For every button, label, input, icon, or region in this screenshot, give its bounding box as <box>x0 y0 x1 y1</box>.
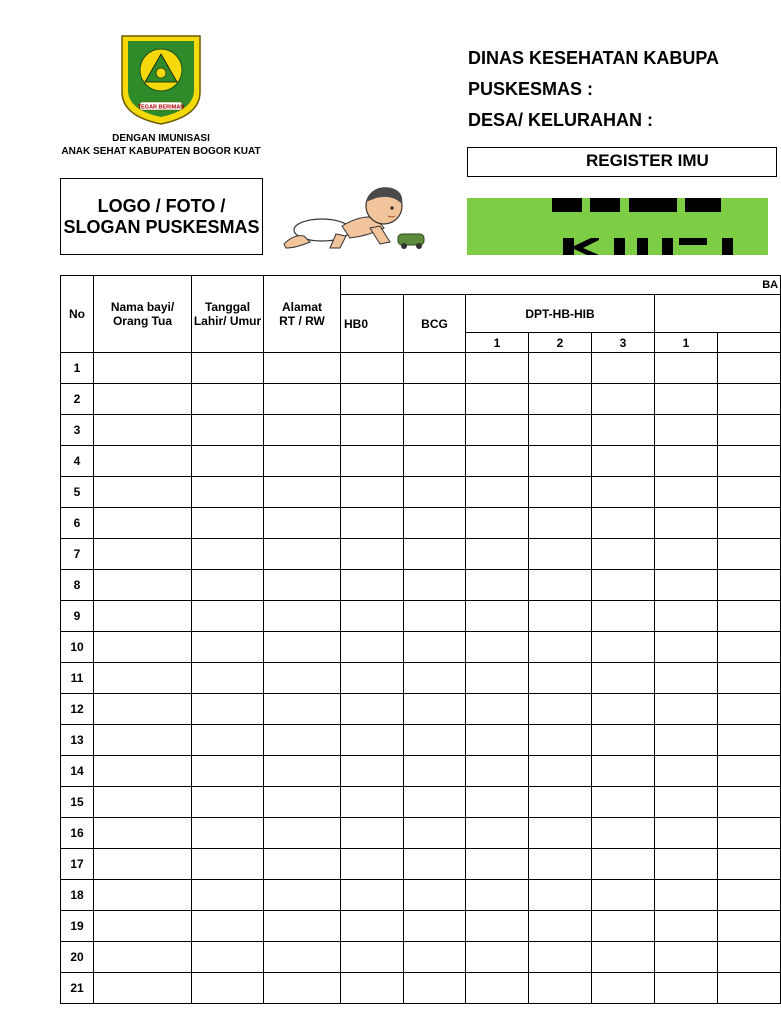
register-cell[interactable] <box>655 477 718 508</box>
register-cell[interactable] <box>466 756 529 787</box>
column-header-tanggal: Tanggal Lahir/ Umur <box>192 276 264 353</box>
register-cell[interactable] <box>718 880 781 911</box>
table-row <box>61 756 781 787</box>
register-cell[interactable] <box>94 384 192 415</box>
logo-placeholder-line-1: LOGO / FOTO / <box>97 195 226 216</box>
register-cell[interactable] <box>404 818 466 849</box>
row-number: 5 <box>61 477 94 508</box>
register-cell[interactable] <box>94 477 192 508</box>
register-cell[interactable] <box>94 973 192 1004</box>
register-cell[interactable] <box>718 539 781 570</box>
register-cell[interactable] <box>192 694 264 725</box>
register-cell[interactable] <box>655 787 718 818</box>
register-cell[interactable] <box>94 601 192 632</box>
immunization-register-table-wrap <box>60 275 779 1005</box>
register-cell[interactable] <box>466 880 529 911</box>
register-cell[interactable] <box>655 880 718 911</box>
register-cell[interactable] <box>529 508 592 539</box>
table-row <box>61 353 781 384</box>
table-row <box>61 849 781 880</box>
register-cell[interactable] <box>192 601 264 632</box>
column-header-dpt: DPT-HB-HIB <box>466 295 655 333</box>
register-cell[interactable] <box>404 632 466 663</box>
register-cell[interactable] <box>592 477 655 508</box>
register-cell[interactable] <box>529 446 592 477</box>
register-cell[interactable] <box>466 911 529 942</box>
register-cell[interactable] <box>264 973 341 1004</box>
register-cell[interactable] <box>192 818 264 849</box>
register-cell[interactable] <box>718 570 781 601</box>
motto-line-2: ANAK SEHAT KABUPATEN BOGOR KUAT <box>61 146 261 157</box>
register-cell[interactable] <box>264 570 341 601</box>
row-number: 7 <box>61 539 94 570</box>
row-number: 20 <box>61 942 94 973</box>
column-header-dpt-1: 1 <box>466 333 529 353</box>
register-cell[interactable] <box>264 446 341 477</box>
register-cell[interactable] <box>94 570 192 601</box>
register-cell[interactable] <box>718 694 781 725</box>
immunization-register-table <box>60 275 781 1004</box>
register-cell[interactable] <box>718 911 781 942</box>
register-cell[interactable] <box>529 632 592 663</box>
register-cell[interactable] <box>592 694 655 725</box>
register-cell[interactable] <box>718 632 781 663</box>
register-cell[interactable] <box>592 849 655 880</box>
register-cell[interactable] <box>466 508 529 539</box>
register-cell[interactable] <box>341 632 404 663</box>
register-cell[interactable] <box>341 477 404 508</box>
register-title-box <box>467 147 777 177</box>
register-cell[interactable] <box>192 787 264 818</box>
register-cell[interactable] <box>94 508 192 539</box>
column-header-nama: Nama bayi/ Orang Tua <box>94 276 192 353</box>
register-cell[interactable] <box>718 973 781 1004</box>
row-number: 2 <box>61 384 94 415</box>
register-cell[interactable] <box>404 756 466 787</box>
register-cell[interactable] <box>529 570 592 601</box>
register-cell[interactable] <box>404 787 466 818</box>
register-cell[interactable] <box>655 973 718 1004</box>
register-cell[interactable] <box>529 539 592 570</box>
register-cell[interactable] <box>94 787 192 818</box>
register-cell[interactable] <box>655 539 718 570</box>
register-cell[interactable] <box>192 973 264 1004</box>
register-cell[interactable] <box>466 632 529 663</box>
row-number: 8 <box>61 570 94 601</box>
table-row <box>61 508 781 539</box>
register-cell[interactable] <box>264 818 341 849</box>
register-cell[interactable] <box>592 539 655 570</box>
register-cell[interactable] <box>466 849 529 880</box>
register-cell[interactable] <box>466 787 529 818</box>
register-cell[interactable] <box>529 787 592 818</box>
kabupaten-crest-logo <box>118 32 204 126</box>
table-row <box>61 539 781 570</box>
table-row <box>61 384 781 415</box>
register-cell[interactable] <box>529 818 592 849</box>
register-cell[interactable] <box>341 508 404 539</box>
register-cell[interactable] <box>341 911 404 942</box>
register-cell[interactable] <box>192 663 264 694</box>
register-cell[interactable] <box>341 539 404 570</box>
office-name: DINAS KESEHATAN KABUPA <box>468 48 720 68</box>
register-cell[interactable] <box>466 663 529 694</box>
register-cell[interactable] <box>655 446 718 477</box>
crest-banner-text: TEGAR BERIMAN <box>137 104 185 111</box>
column-header-next-group <box>655 295 781 333</box>
row-number: 16 <box>61 818 94 849</box>
register-cell[interactable] <box>192 756 264 787</box>
column-header-next-2 <box>718 333 781 353</box>
column-header-next-1: 1 <box>655 333 718 353</box>
register-cell[interactable] <box>341 601 404 632</box>
crawling-baby-illustration <box>280 184 435 252</box>
register-cell[interactable] <box>655 601 718 632</box>
register-cell[interactable] <box>192 570 264 601</box>
table-row <box>61 818 781 849</box>
register-cell[interactable] <box>466 725 529 756</box>
register-cell[interactable] <box>94 911 192 942</box>
register-cell[interactable] <box>192 415 264 446</box>
register-cell[interactable] <box>655 632 718 663</box>
register-cell[interactable] <box>192 508 264 539</box>
column-header-alamat: Alamat RT / RW <box>264 276 341 353</box>
row-number: 3 <box>61 415 94 446</box>
register-cell[interactable] <box>404 725 466 756</box>
register-cell[interactable] <box>718 787 781 818</box>
register-cell[interactable] <box>655 694 718 725</box>
table-row <box>61 942 781 973</box>
register-cell[interactable] <box>264 694 341 725</box>
register-cell[interactable] <box>655 818 718 849</box>
register-cell[interactable] <box>264 601 341 632</box>
register-cell[interactable] <box>404 849 466 880</box>
register-cell[interactable] <box>466 539 529 570</box>
register-cell[interactable] <box>718 446 781 477</box>
register-cell[interactable] <box>341 663 404 694</box>
register-cell[interactable] <box>718 415 781 446</box>
register-cell[interactable] <box>466 694 529 725</box>
register-cell[interactable] <box>341 818 404 849</box>
register-cell[interactable] <box>718 725 781 756</box>
register-rows <box>61 353 781 1004</box>
register-cell[interactable] <box>94 539 192 570</box>
register-cell[interactable] <box>529 973 592 1004</box>
register-cell[interactable] <box>529 725 592 756</box>
register-cell[interactable] <box>592 973 655 1004</box>
row-number: 14 <box>61 756 94 787</box>
register-cell[interactable] <box>264 787 341 818</box>
table-row <box>61 601 781 632</box>
row-number: 9 <box>61 601 94 632</box>
register-cell[interactable] <box>404 415 466 446</box>
register-cell[interactable] <box>264 880 341 911</box>
register-cell[interactable] <box>529 477 592 508</box>
register-cell[interactable] <box>655 756 718 787</box>
motto-line-1: DENGAN IMUNISASI <box>112 133 210 144</box>
register-cell[interactable] <box>94 725 192 756</box>
register-cell[interactable] <box>466 942 529 973</box>
table-row <box>61 446 781 477</box>
banner-title-lettering <box>467 198 768 255</box>
register-cell[interactable] <box>341 849 404 880</box>
column-header-dpt-2: 2 <box>529 333 592 353</box>
register-cell[interactable] <box>264 539 341 570</box>
register-cell[interactable] <box>94 415 192 446</box>
register-cell[interactable] <box>655 508 718 539</box>
register-cell[interactable] <box>341 570 404 601</box>
register-cell[interactable] <box>404 973 466 1004</box>
register-cell[interactable] <box>192 632 264 663</box>
register-cell[interactable] <box>529 694 592 725</box>
register-cell[interactable] <box>592 911 655 942</box>
register-cell[interactable] <box>192 446 264 477</box>
register-cell[interactable] <box>529 415 592 446</box>
register-cell[interactable] <box>466 446 529 477</box>
register-cell[interactable] <box>341 694 404 725</box>
register-cell[interactable] <box>592 632 655 663</box>
register-cell[interactable] <box>718 353 781 384</box>
register-cell[interactable] <box>529 601 592 632</box>
register-cell[interactable] <box>655 911 718 942</box>
puskesmas-label: PUSKESMAS : <box>468 79 594 99</box>
register-cell[interactable] <box>264 911 341 942</box>
register-cell[interactable] <box>466 973 529 1004</box>
register-cell[interactable] <box>655 663 718 694</box>
register-cell[interactable] <box>592 787 655 818</box>
register-cell[interactable] <box>341 756 404 787</box>
register-cell[interactable] <box>341 942 404 973</box>
register-cell[interactable] <box>192 384 264 415</box>
column-header-no: No <box>61 276 94 353</box>
register-cell[interactable] <box>655 570 718 601</box>
register-cell[interactable] <box>94 818 192 849</box>
column-group-header: BA <box>341 276 781 295</box>
register-cell[interactable] <box>718 849 781 880</box>
register-cell[interactable] <box>192 725 264 756</box>
register-cell[interactable] <box>718 384 781 415</box>
table-row <box>61 477 781 508</box>
register-cell[interactable] <box>192 911 264 942</box>
register-cell[interactable] <box>264 663 341 694</box>
row-number: 13 <box>61 725 94 756</box>
register-cell[interactable] <box>192 477 264 508</box>
table-row <box>61 911 781 942</box>
register-cell[interactable] <box>592 353 655 384</box>
register-cell[interactable] <box>718 508 781 539</box>
register-cell[interactable] <box>404 880 466 911</box>
register-cell[interactable] <box>529 880 592 911</box>
register-cell[interactable] <box>592 818 655 849</box>
register-cell[interactable] <box>404 663 466 694</box>
row-number: 12 <box>61 694 94 725</box>
row-number: 4 <box>61 446 94 477</box>
register-cell[interactable] <box>264 384 341 415</box>
row-number: 1 <box>61 353 94 384</box>
register-cell[interactable] <box>404 570 466 601</box>
register-cell[interactable] <box>341 446 404 477</box>
register-cell[interactable] <box>529 384 592 415</box>
register-cell[interactable] <box>592 570 655 601</box>
register-cell[interactable] <box>94 694 192 725</box>
register-cell[interactable] <box>718 818 781 849</box>
register-cell[interactable] <box>592 725 655 756</box>
register-cell[interactable] <box>94 849 192 880</box>
row-number: 10 <box>61 632 94 663</box>
register-cell[interactable] <box>94 756 192 787</box>
register-cell[interactable] <box>192 353 264 384</box>
register-cell[interactable] <box>404 539 466 570</box>
register-cell[interactable] <box>341 973 404 1004</box>
register-cell[interactable] <box>94 446 192 477</box>
row-number: 11 <box>61 663 94 694</box>
register-cell[interactable] <box>592 446 655 477</box>
register-cell[interactable] <box>404 353 466 384</box>
column-header-bcg: BCG <box>404 295 466 353</box>
table-row <box>61 663 781 694</box>
register-cell[interactable] <box>264 508 341 539</box>
register-cell[interactable] <box>264 477 341 508</box>
register-title: REGISTER IMU <box>586 151 709 170</box>
register-cell[interactable] <box>341 384 404 415</box>
register-cell[interactable] <box>655 725 718 756</box>
column-header-hb0: HB0 <box>341 295 404 353</box>
register-cell[interactable] <box>94 942 192 973</box>
register-cell[interactable] <box>466 818 529 849</box>
register-cell[interactable] <box>529 756 592 787</box>
register-cell[interactable] <box>718 477 781 508</box>
register-cell[interactable] <box>529 849 592 880</box>
register-cell[interactable] <box>655 353 718 384</box>
table-row <box>61 570 781 601</box>
register-cell[interactable] <box>94 880 192 911</box>
register-cell[interactable] <box>264 756 341 787</box>
register-cell[interactable] <box>592 663 655 694</box>
register-cell[interactable] <box>655 415 718 446</box>
row-number: 15 <box>61 787 94 818</box>
register-cell[interactable] <box>192 880 264 911</box>
row-number: 17 <box>61 849 94 880</box>
register-cell[interactable] <box>529 353 592 384</box>
register-cell[interactable] <box>264 353 341 384</box>
register-cell[interactable] <box>341 353 404 384</box>
register-cell[interactable] <box>264 942 341 973</box>
title-banner <box>467 198 768 255</box>
register-cell[interactable] <box>466 570 529 601</box>
office-header <box>468 44 768 137</box>
table-row <box>61 415 781 446</box>
register-cell[interactable] <box>655 942 718 973</box>
register-cell[interactable] <box>192 942 264 973</box>
register-cell[interactable] <box>404 601 466 632</box>
row-number: 21 <box>61 973 94 1004</box>
register-cell[interactable] <box>341 725 404 756</box>
register-cell[interactable] <box>655 849 718 880</box>
register-cell[interactable] <box>592 415 655 446</box>
desa-kelurahan-label: DESA/ KELURAHAN : <box>468 110 654 130</box>
register-cell[interactable] <box>264 725 341 756</box>
logo-placeholder-line-2: SLOGAN PUSKESMAS <box>63 216 260 237</box>
register-cell[interactable] <box>94 353 192 384</box>
register-cell[interactable] <box>592 756 655 787</box>
table-row <box>61 787 781 818</box>
table-row <box>61 725 781 756</box>
register-cell[interactable] <box>592 880 655 911</box>
motto-text <box>40 132 282 158</box>
register-cell[interactable] <box>192 539 264 570</box>
register-cell[interactable] <box>529 911 592 942</box>
register-cell[interactable] <box>404 508 466 539</box>
register-cell[interactable] <box>192 849 264 880</box>
row-number: 18 <box>61 880 94 911</box>
logo-placeholder-box <box>60 178 263 255</box>
table-row <box>61 973 781 1004</box>
row-number: 19 <box>61 911 94 942</box>
table-row <box>61 632 781 663</box>
register-cell[interactable] <box>341 880 404 911</box>
register-cell[interactable] <box>718 942 781 973</box>
row-number: 6 <box>61 508 94 539</box>
register-cell[interactable] <box>466 601 529 632</box>
register-cell[interactable] <box>404 942 466 973</box>
register-cell[interactable] <box>404 911 466 942</box>
table-row <box>61 694 781 725</box>
column-header-dpt-3: 3 <box>592 333 655 353</box>
register-cell[interactable] <box>655 384 718 415</box>
register-cell[interactable] <box>404 694 466 725</box>
register-cell[interactable] <box>592 384 655 415</box>
register-cell[interactable] <box>341 787 404 818</box>
register-cell[interactable] <box>718 756 781 787</box>
register-cell[interactable] <box>718 601 781 632</box>
register-cell[interactable] <box>466 353 529 384</box>
table-row <box>61 880 781 911</box>
register-cell[interactable] <box>592 942 655 973</box>
register-cell[interactable] <box>264 632 341 663</box>
register-cell[interactable] <box>529 663 592 694</box>
register-cell[interactable] <box>94 632 192 663</box>
register-cell[interactable] <box>264 849 341 880</box>
register-cell[interactable] <box>404 477 466 508</box>
register-cell[interactable] <box>718 663 781 694</box>
register-cell[interactable] <box>94 663 192 694</box>
register-cell[interactable] <box>529 942 592 973</box>
register-cell[interactable] <box>466 477 529 508</box>
register-cell[interactable] <box>592 601 655 632</box>
register-cell[interactable] <box>592 508 655 539</box>
register-cell[interactable] <box>341 415 404 446</box>
register-cell[interactable] <box>264 415 341 446</box>
register-cell[interactable] <box>466 384 529 415</box>
register-cell[interactable] <box>404 384 466 415</box>
register-cell[interactable] <box>404 446 466 477</box>
register-cell[interactable] <box>466 415 529 446</box>
